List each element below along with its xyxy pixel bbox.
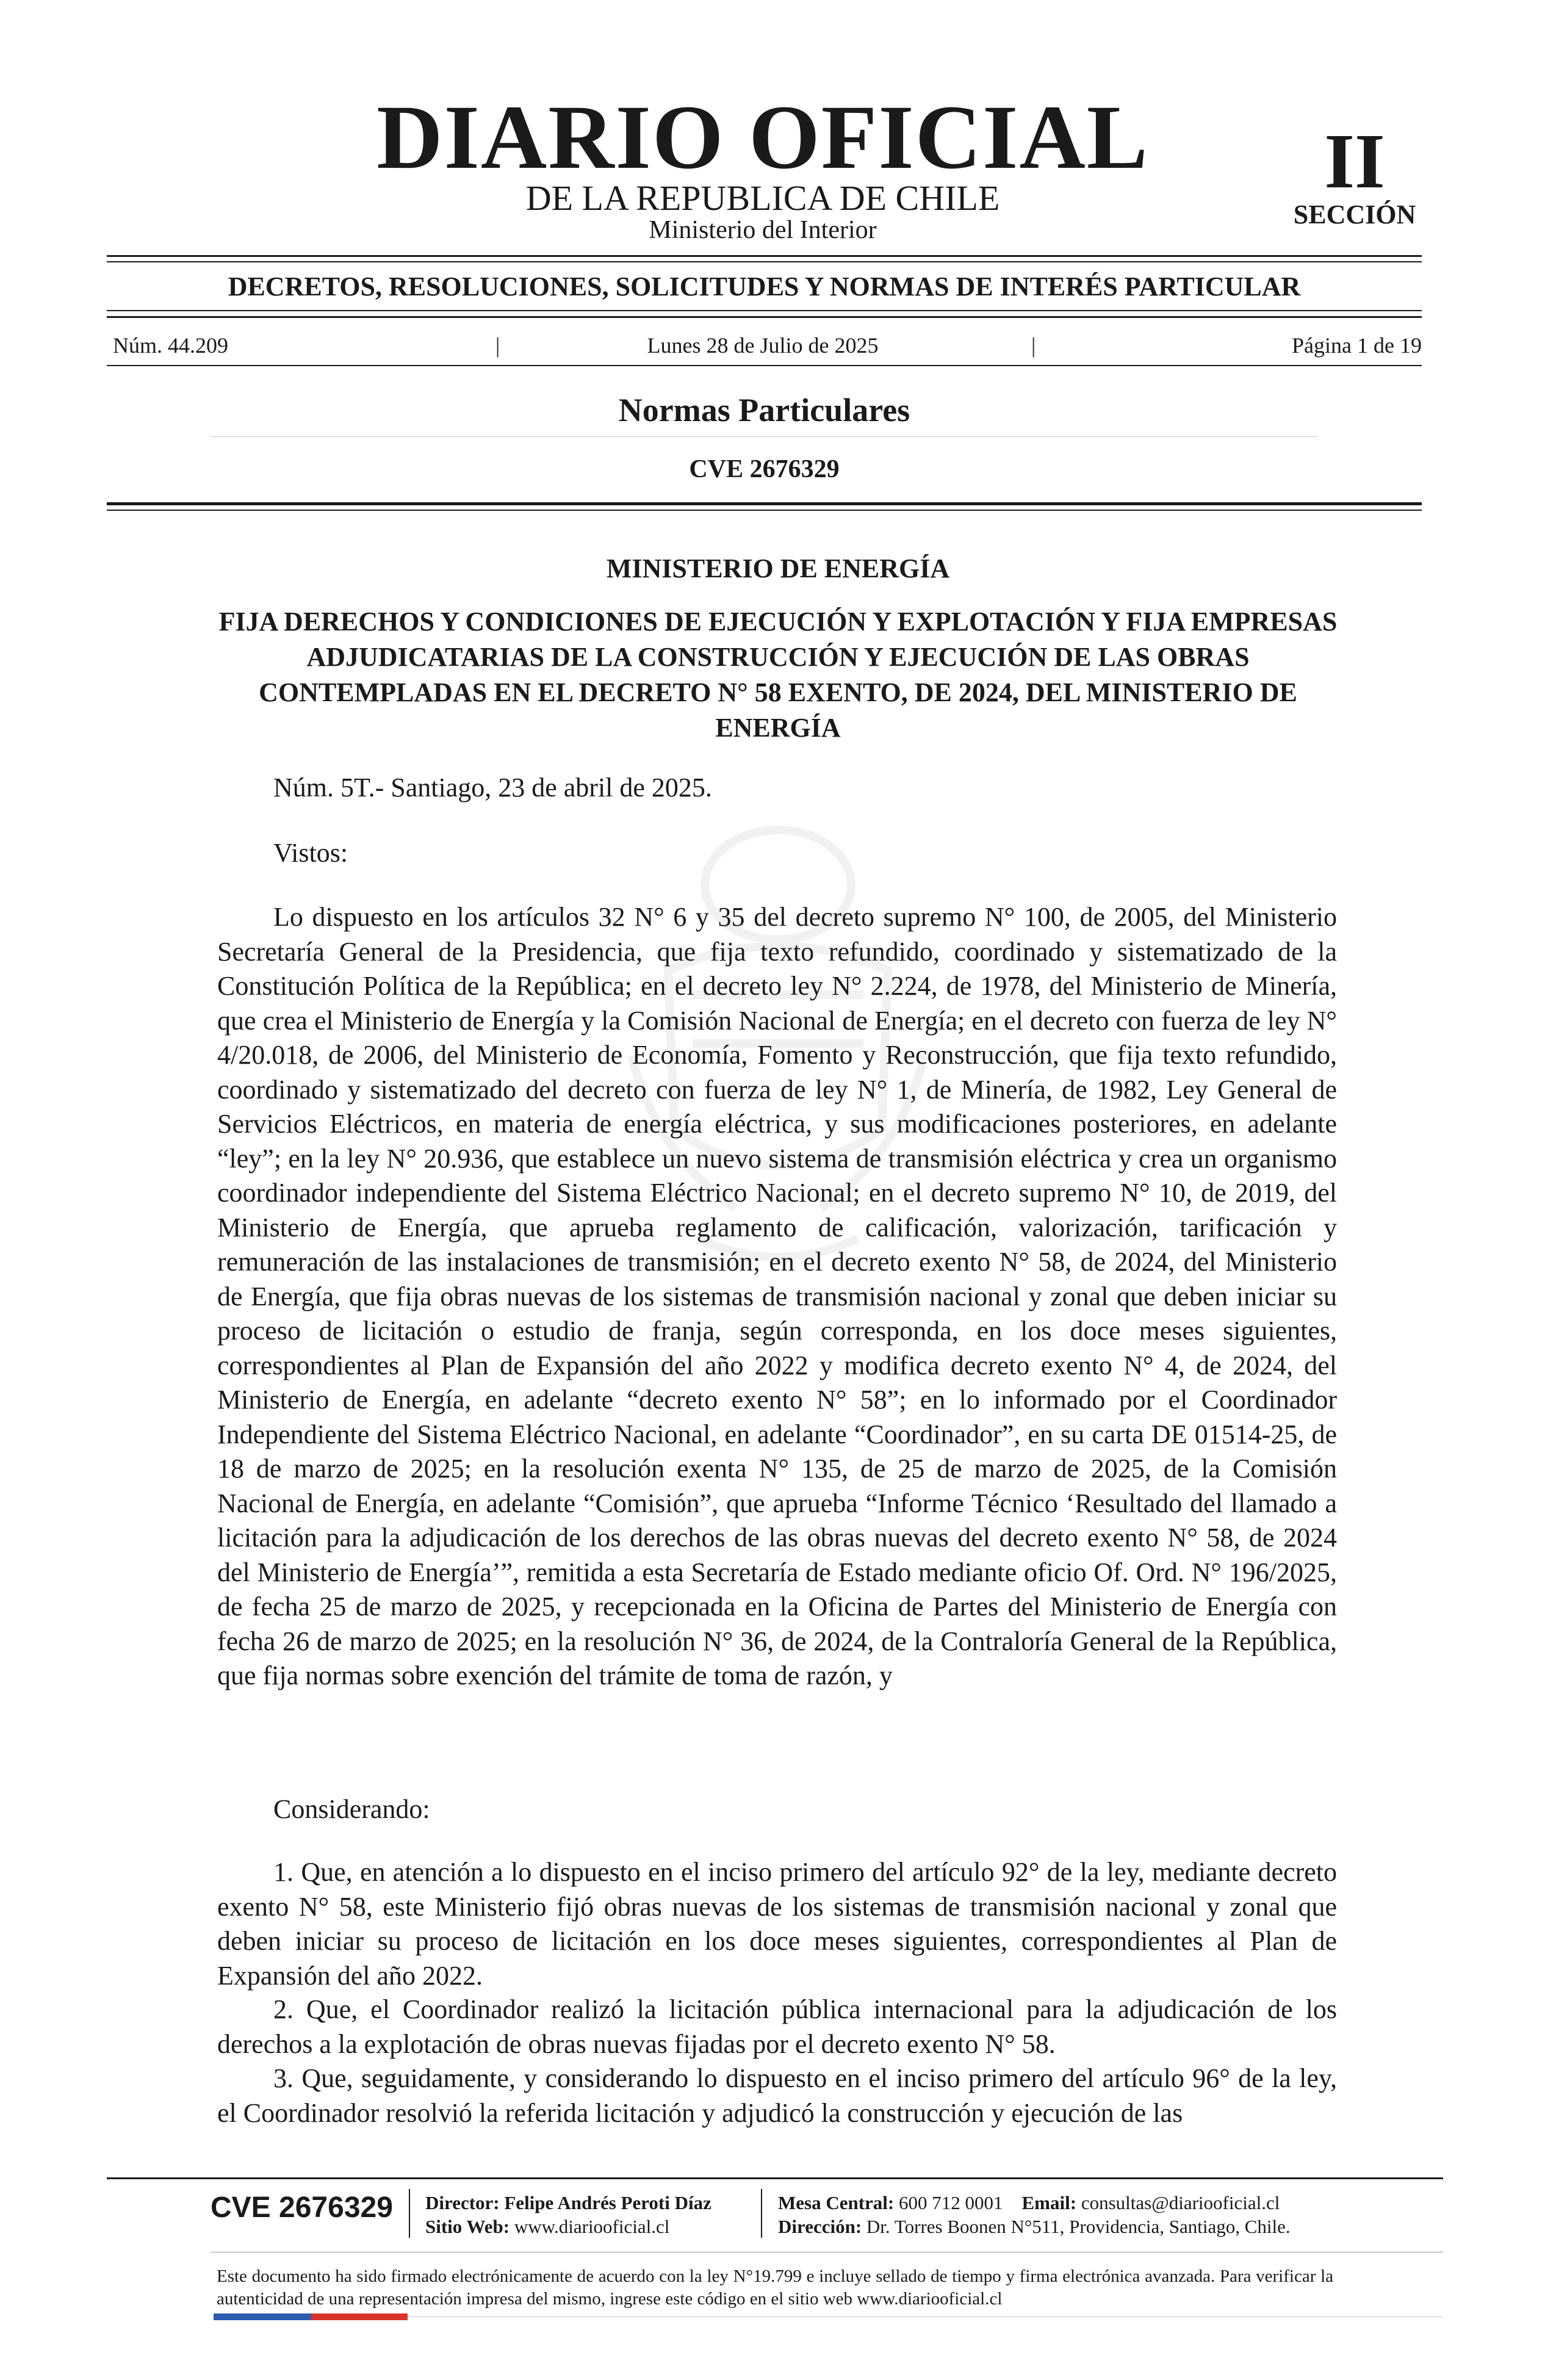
- flag-strip-blue: [214, 2313, 311, 2320]
- section-numeral: II: [1324, 118, 1385, 204]
- address-label: Dirección:: [778, 2216, 862, 2237]
- considerando-item-2: 2. Que, el Coordinador realizó la licitación pública internacional para la adjudicación de los derechos a la explotación de obras nuevas fijadas por el decreto exento N° 58.: [217, 1994, 1337, 2059]
- director-name: Felipe Andrés Peroti Díaz: [504, 2192, 711, 2213]
- cve-rule-thick: [107, 502, 1422, 505]
- footer-signature-note: Este documento ha sido firmado electrónicamente de acuerdo con la ley N°19.799 e incluye sellado de tiempo y firma electrónica avanzada. Para verificar la autenticidad de una representación impresa del mismo, ingrese este código en el sitio web www.diariooficial.cl: [217, 2266, 1333, 2309]
- site-link[interactable]: www.diariooficial.cl: [514, 2216, 670, 2237]
- footer-rule-top: [107, 2177, 1443, 2179]
- masthead-subtitle: DE LA REPUBLICA DE CHILE: [525, 178, 1000, 218]
- header-rule-top: [107, 255, 1422, 257]
- section-label: SECCIÓN: [1293, 200, 1416, 229]
- email-link[interactable]: consultas@diariooficial.cl: [1081, 2192, 1280, 2213]
- phone-number: 600 712 0001: [899, 2192, 1003, 2213]
- issue-bar-rule: [107, 365, 1422, 366]
- header-rule-mid: [107, 310, 1422, 311]
- header-rule-top-thin: [107, 261, 1422, 262]
- issue-page: Página 1 de 19: [1292, 333, 1422, 358]
- issue-separator-2: |: [1031, 333, 1036, 358]
- footer-cve-code: CVE 2676329: [211, 2191, 393, 2224]
- address-text: Dr. Torres Boonen N°511, Providencia, Santiago, Chile.: [866, 2216, 1291, 2237]
- issue-number: Núm. 44.209: [113, 333, 228, 358]
- considerando-item-3: 3. Que, seguidamente, y considerando lo dispuesto en el inciso primero del artículo 96° de la ley, el Coordinador resolvió la referida licitación y adjudicó la construcción y ejecución de las: [217, 2063, 1337, 2128]
- category-heading: Normas Particulares: [618, 392, 910, 428]
- section-heading: DECRETOS, RESOLUCIONES, SOLICITUDES Y NORMAS DE INTERÉS PARTICULAR: [228, 272, 1301, 301]
- footer-divider-1: [409, 2189, 410, 2238]
- ministry-heading: MINISTERIO DE ENERGÍA: [606, 554, 950, 583]
- issue-date: Lunes 28 de Julio de 2025: [647, 333, 879, 358]
- masthead-ministry: Ministerio del Interior: [649, 216, 877, 244]
- vistos-paragraph: Lo dispuesto en los artículos 32 N° 6 y 35 del decreto supremo N° 100, de 2005, del Ministerio Secretaría General de la Presidencia, que fija texto refundido, coordinado y sistematizado de la Constitución Política de la República; en el decreto ley N° 2.224, de 1978, del Ministerio de Minería, que crea el Ministerio de Energía y la Comisión Nacional de Energía; en el decreto con fuerza de ley N° 4/20.018, de 2006, del Ministerio de Economía, Fomento y Reconstrucción, que fija texto refundido, coordinado y sistematizado del decreto con fuerza de ley N° 1, de Minería, de 1982, Ley General de Servicios Eléctricos, en materia de energía eléctrica, y sus modificaciones posteriores, en adelante “ley”; en la ley N° 20.936, que establece un nuevo sistema de transmisión eléctrica y crea un organismo coordinador independiente del Sistema Eléctrico Nacional; en el decreto supremo N° 10, de 2019, del Ministerio de Energía, que aprueba reglamento de calificación, valorización, tarificación y remuneración de las instalaciones de transmisión; en el decreto exento N° 58, de 2024, del Ministerio de Energía, que fija obras nuevas de los sistemas de transmisión nacional y zonal que deben iniciar su proceso de licitación o estudio de franja, según corresponda, en los doce meses siguientes, correspondientes al Plan de Expansión del año 2022 y modifica decreto exento N° 4, de 2024, del Ministerio de Energía, en adelante “decreto exento N° 58”; en lo informado por el Coordinador Independiente del Sistema Eléctrico Nacional, en adelante “Coordinador”, en su carta DE 01514-25, de 18 de marzo de 2025; en la resolución exenta N° 135, de 25 de marzo de 2025, de la Comisión Nacional de Energía, en adelante “Comisión”, que aprueba “Informe Técnico ‘Resultado del llamado a licitación para la adjudicación de los derechos de las obras nuevas del decreto exento N° 58, de 2024 del Ministerio de Energía’”, remitida a esta Secretaría de Estado mediante oficio Of. Ord. N° 196/2025, de fecha 25 de marzo de 2025, y recepcionada en la Oficina de Partes del Ministerio de Energía con fecha 26 de marzo de 2025; en la resolución N° 36, de 2024, de la Contraloría General de la República, que fija normas sobre exención del trámite de toma de razón, y: [217, 902, 1337, 1690]
- cve-code: CVE 2676329: [689, 455, 840, 483]
- category-divider: [211, 436, 1318, 437]
- footer-director-block: [425, 2191, 711, 2238]
- cve-rule-thin: [107, 510, 1422, 511]
- phone-label: Mesa Central:: [778, 2192, 895, 2213]
- issue-separator-1: |: [495, 333, 500, 358]
- considerando-heading: Considerando:: [273, 1794, 430, 1824]
- director-label: Director:: [425, 2192, 500, 2213]
- considerando-item-1: 1. Que, en atención a lo dispuesto en el inciso primero del artículo 92° de la ley, mediante decreto exento N° 58, este Ministerio fijó obras nuevas de los sistemas de transmisión nacional y zonal que deben iniciar su proceso de licitación en los doce meses siguientes, correspondientes al Plan de Expansión del año 2022.: [217, 1857, 1337, 1991]
- decree-title: FIJA DERECHOS Y CONDICIONES DE EJECUCIÓN Y EXPLOTACIÓN Y FIJA EMPRESAS ADJUDICATARIAS DE LA CONSTRUCCIÓN Y EJECUCIÓN DE LAS OBRAS CONTEMPLADAS EN EL DECRETO N° 58 EXENTO, DE 2024, DEL MINISTERIO DE ENERGÍA: [218, 607, 1338, 743]
- footer-contact-block: [778, 2191, 1291, 2238]
- header-rule-mid-thick: [107, 316, 1422, 318]
- dateline: Núm. 5T.- Santiago, 23 de abril de 2025.: [273, 773, 712, 802]
- footer-divider-2: [761, 2189, 762, 2238]
- masthead-title: DIARIO OFICIAL: [376, 87, 1149, 188]
- vistos-heading: Vistos:: [273, 838, 348, 868]
- email-label: Email:: [1021, 2192, 1077, 2213]
- flag-strip-red: [311, 2313, 408, 2320]
- site-label: Sitio Web:: [425, 2216, 510, 2237]
